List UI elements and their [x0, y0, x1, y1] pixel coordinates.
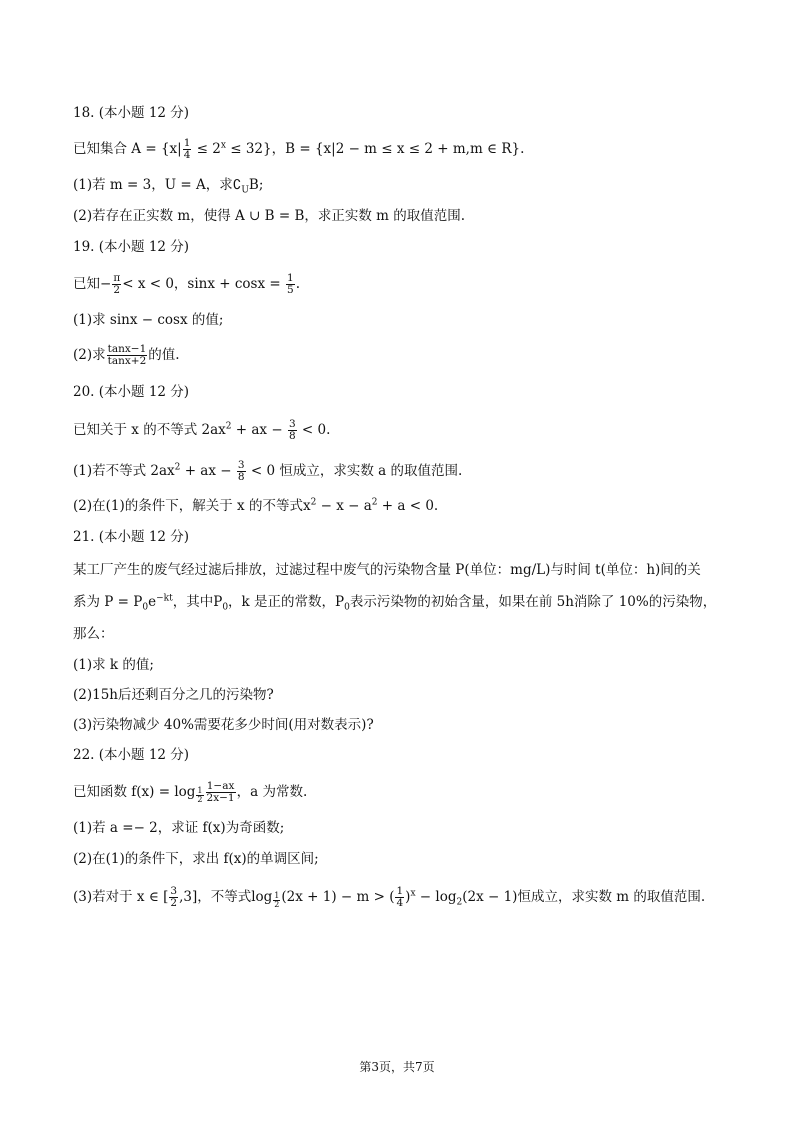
q18-fraction [183, 138, 192, 161]
q20-stem-a: 已知关于 x 的不等式 2ax [73, 422, 226, 438]
q18-set-b: B = {x|2 − m ≤ x ≤ 2 + m,m ∈ R}. [285, 141, 525, 157]
q22-range-num: 3 [170, 885, 178, 897]
q18-stem [73, 138, 524, 161]
q18-set-a-close: ≤ 32}， [225, 141, 286, 157]
q21-sub0-a: 0 [142, 602, 149, 613]
q22-quarter-fraction [395, 886, 404, 909]
q22-quarter-num: 1 [396, 885, 404, 897]
q21-line2 [73, 593, 716, 611]
q21-line3: 那么： [73, 626, 114, 642]
q20-frac-num: 3 [288, 418, 296, 430]
q20-part2-a: (2)在(1)的条件下，解关于 x 的不等式x [73, 498, 311, 514]
q22-part3 [73, 886, 705, 909]
q20-part1-frac-num: 3 [237, 459, 245, 471]
q22-part3-log-sub: 2 [456, 897, 463, 908]
q18-part1 [73, 176, 263, 194]
q19-tan-den: tanx+2 [107, 355, 147, 367]
q19-tan-num: tanx−1 [107, 343, 147, 355]
q18-part1-end: B; [248, 177, 264, 193]
q22-part3-exponent: x [410, 888, 416, 899]
q22-part2: (2)在(1)的条件下，求出 f(x)的单调区间; [73, 851, 319, 867]
q21-line2-c: ，其中P [172, 594, 223, 610]
q19-part2 [73, 344, 180, 367]
q19-pi-den: 2 [113, 284, 121, 296]
q20-square: 2 [225, 421, 232, 432]
q22-stem-a: 已知函数 f(x) = log [73, 784, 196, 800]
q22-stem-b: ，a 为常数. [236, 784, 308, 800]
q21-part2: (2)15h后还剩百分之几的污染物? [73, 687, 274, 703]
q19-stem-b: < x < 0，sinx + cosx = [122, 276, 285, 292]
q18-set-a-mid: ≤ 2 [192, 141, 221, 157]
q22-stem [73, 781, 307, 804]
q18-part1-sub: U [241, 185, 249, 196]
q20-frac-den: 8 [288, 430, 296, 442]
page-footer: 第3页，共7页 [359, 1060, 435, 1074]
q20-stem-c: < 0. [297, 422, 331, 438]
q20-part2-square1: 2 [310, 497, 317, 508]
q22-fx-fraction [206, 781, 236, 804]
q18-frac-den: 4 [183, 149, 191, 161]
q22-log-base-den: 2 [197, 795, 203, 804]
q22-part3-log-base [273, 892, 280, 909]
q22-part3-log-base-num: 1 [274, 891, 280, 900]
q19-pi-fraction [112, 273, 121, 296]
q22-log-base [196, 787, 203, 804]
q21-line2-e: 表示污染物的初始含量，如果在前 5h消除了 10%的污染物， [349, 594, 717, 610]
q22-part3-f: (2x − 1)恒成立，求实数 m 的取值范围. [462, 889, 706, 905]
q20-header: 20. (本小题 12 分) [73, 384, 190, 400]
q22-part3-d: ) [405, 889, 411, 905]
q20-part1-fraction [237, 460, 246, 483]
q20-fraction [288, 419, 297, 442]
q18-exponent: x [220, 140, 226, 151]
q20-part2 [73, 497, 438, 515]
q18-frac-num: 1 [183, 137, 191, 149]
q20-part1-c: < 0 恒成立，求实数 a 的取值范围. [246, 463, 463, 479]
q18-part1-text: (1)若 m = 3，U = A，求∁ [73, 177, 242, 193]
q21-line1: 某工厂产生的废气经过滤后排放，过滤过程中废气的污染物含量 P(单位：mg/L)与时间 t(单位：h)间的关 [73, 562, 701, 578]
q22-range-den: 2 [170, 897, 178, 909]
q19-value-fraction [286, 273, 295, 296]
q19-pi-num: π [113, 272, 121, 284]
q22-part3-a: (3)若对于 x ∈ [ [73, 889, 169, 905]
q20-part2-b: − x − a [316, 498, 372, 514]
q21-sub0-c: 0 [344, 602, 350, 613]
q21-line2-b: e [148, 594, 157, 610]
q19-part2-a: (2)求 [73, 347, 106, 363]
q22-part3-e: − log [415, 889, 457, 905]
q18-stem-prefix: 已知集合 [73, 141, 127, 157]
q19-value-den: 5 [287, 284, 294, 296]
q20-part2-square2: 2 [371, 497, 378, 508]
q22-part3-b: ,3]，不等式log [179, 889, 273, 905]
q20-part1 [73, 460, 462, 483]
q21-line2-d: ，k 是正的常数，P [228, 594, 345, 610]
q21-header: 21. (本小题 12 分) [73, 529, 190, 545]
q21-part1: (1)求 k 的值; [73, 657, 154, 673]
q21-line2-a: 系为 P = P [73, 594, 143, 610]
q19-part1: (1)求 sinx − cosx 的值; [73, 312, 224, 328]
q20-part1-b: + ax − [180, 463, 236, 479]
q19-value-num: 1 [287, 272, 294, 284]
q22-part1: (1)若 a =− 2，求证 f(x)为奇函数; [73, 820, 285, 836]
q22-part3-log-base-den: 2 [274, 900, 280, 909]
q19-tan-fraction [107, 344, 148, 367]
q20-part2-c: + a < 0. [377, 498, 439, 514]
q18-set-a-open: A = {x| [131, 141, 182, 157]
q20-part1-square: 2 [174, 462, 181, 473]
q22-fx-num: 1−ax [206, 780, 235, 792]
q19-header: 19. (本小题 12 分) [73, 239, 190, 255]
q20-stem [73, 419, 330, 442]
q22-fx-den: 2x−1 [206, 792, 235, 804]
q18-header: 18. (本小题 12 分) [73, 105, 190, 121]
q18-part2: (2)若存在正实数 m，使得 A ∪ B = B，求正实数 m 的取值范围. [73, 208, 466, 224]
q19-part2-b: 的值. [148, 347, 180, 363]
q19-stem-a: 已知− [73, 276, 112, 292]
q20-part1-frac-den: 8 [237, 471, 245, 483]
q21-sub0-b: 0 [222, 602, 229, 613]
q20-stem-b: + ax − [231, 422, 287, 438]
q22-header: 22. (本小题 12 分) [73, 747, 190, 763]
q19-stem-c: . [295, 276, 300, 292]
q21-part3: (3)污染物减少 40%需要花多少时间(用对数表示)? [73, 717, 374, 733]
q20-part1-a: (1)若不等式 2ax [73, 463, 175, 479]
q22-part3-c: (2x + 1) − m > ( [281, 889, 395, 905]
q22-log-base-num: 1 [197, 786, 203, 795]
q19-stem [73, 273, 300, 296]
q22-quarter-den: 4 [396, 897, 404, 909]
q21-exponent: −kt [156, 593, 173, 604]
q22-range-fraction [169, 886, 178, 909]
